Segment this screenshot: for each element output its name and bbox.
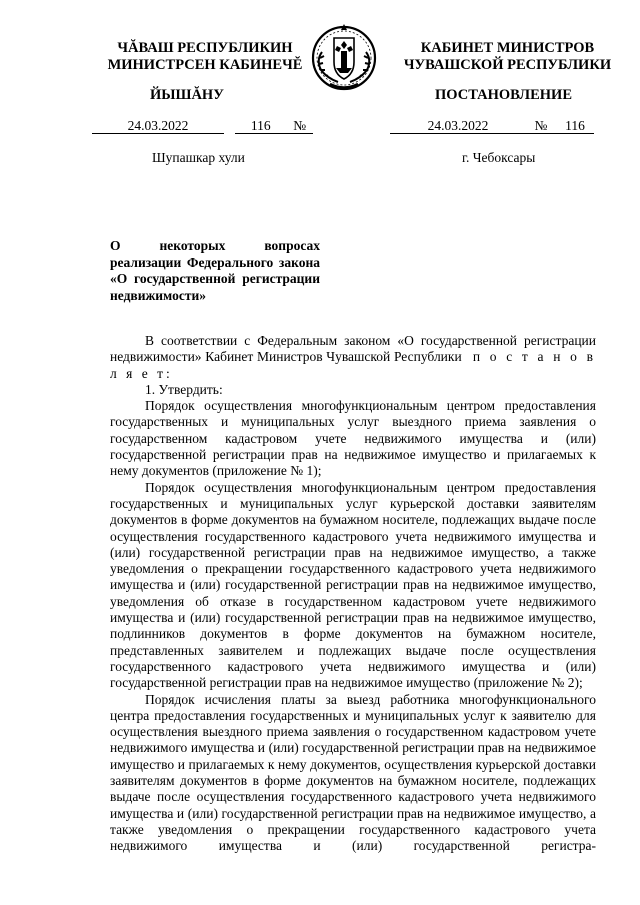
intro-text: В соответствии с Федеральным законом «О государственной регистрации недвижимости» Кабинет Министров Чувашской Республики xyxy=(110,333,596,365)
city-left: Шупашкар хули xyxy=(152,150,245,165)
number-sign-left: № xyxy=(287,118,313,134)
dateline-left xyxy=(92,118,313,136)
header-right xyxy=(395,40,620,74)
paragraph-3: Порядок исчисления платы за выезд работника многофункционального центра предоставления государственных и муниципальных услуг к заявителю для осуществления выездного приема заявления о государственном кадастровом учете недвижимого имущества и (или) государственной регистрации прав на недвижимое имущество и прилагаемых к нему документов, осуществления курьерской доставки заявителям документов в форме документов на бумажном носителе, подлежащих выдаче после осуществления государственного кадастрового учета недвижимого имущества и (или) государственной регистрации прав на недвижимое имущество, а также уведомления о прекращении государственного кадастрового учета недвижимого имущества и (или) государственной регистра- xyxy=(110,691,596,854)
doctype-right: ПОСТАНОВЛЕНИЕ xyxy=(435,87,573,103)
doctype-left: ЙЫШĂНУ xyxy=(150,87,224,103)
paragraph-2: Порядок осуществления многофункциональным центром предоставления государственных и муниципальных услуг курьерской доставки заявителям документов в форме документов на бумажном носителе, подлежащих выдаче после осуществления государственного кадастрового учета недвижимого имущества и (или) государственной регистрации прав на недвижимое имущество, а также уведомления о прекращении государственного кадастрового учета недвижимого имущества и (или) государственной регистрации прав на недвижимое имущество, уведомления об отказе в государственном кадастровом учете недвижимого имущества и (или) государственной регистрации прав на недвижимое имущество, подлинников документов в форме документов на бумажном носителе, представленных заявителем и подлежащих выдаче после осуществления государственного кадастрового учета недвижимого имущества и (или) государственной регистрации прав на недвижимое имущество (приложение № 2); xyxy=(110,479,596,691)
intro-paragraph xyxy=(110,333,596,382)
intro-spaced-verb: п о с т а н о в л я е т: xyxy=(110,349,596,381)
city-right: г. Чебоксары xyxy=(462,150,536,165)
paragraph-1: Порядок осуществления многофункциональным центром предоставления государственных и муниципальных услуг выездного приема заявления о государственном кадастровом учете недвижимого имущества и (или) государственной регистрации прав на недвижимое имущество и прилагаемых к нему документов (приложение № 1); xyxy=(110,398,596,479)
dateline-right xyxy=(390,118,594,136)
item-1: 1. Утвердить: xyxy=(145,381,223,397)
header-left-line1: ЧĂВАШ РЕСПУБЛИКИН xyxy=(117,40,293,56)
header-right-line1: КАБИНЕТ МИНИСТРОВ xyxy=(420,40,595,56)
number-left: 116 xyxy=(235,118,287,134)
coat-of-arms-icon xyxy=(308,18,380,96)
number-sign-right: № xyxy=(526,118,556,134)
header-left-line2: МИНИСТРСЕН КАБИНЕЧĔ xyxy=(107,57,303,73)
document-subject: О некоторых вопросах реализации Федерального закона «О государственной регистрации недвижимости» xyxy=(110,238,320,303)
number-right: 116 xyxy=(556,118,594,134)
date-left: 24.03.2022 xyxy=(92,118,224,134)
header-right-line2: ЧУВАШСКОЙ РЕСПУБЛИКИ xyxy=(403,57,612,73)
document-body xyxy=(110,333,596,855)
date-right: 24.03.2022 xyxy=(390,118,526,134)
header-left xyxy=(90,40,320,74)
